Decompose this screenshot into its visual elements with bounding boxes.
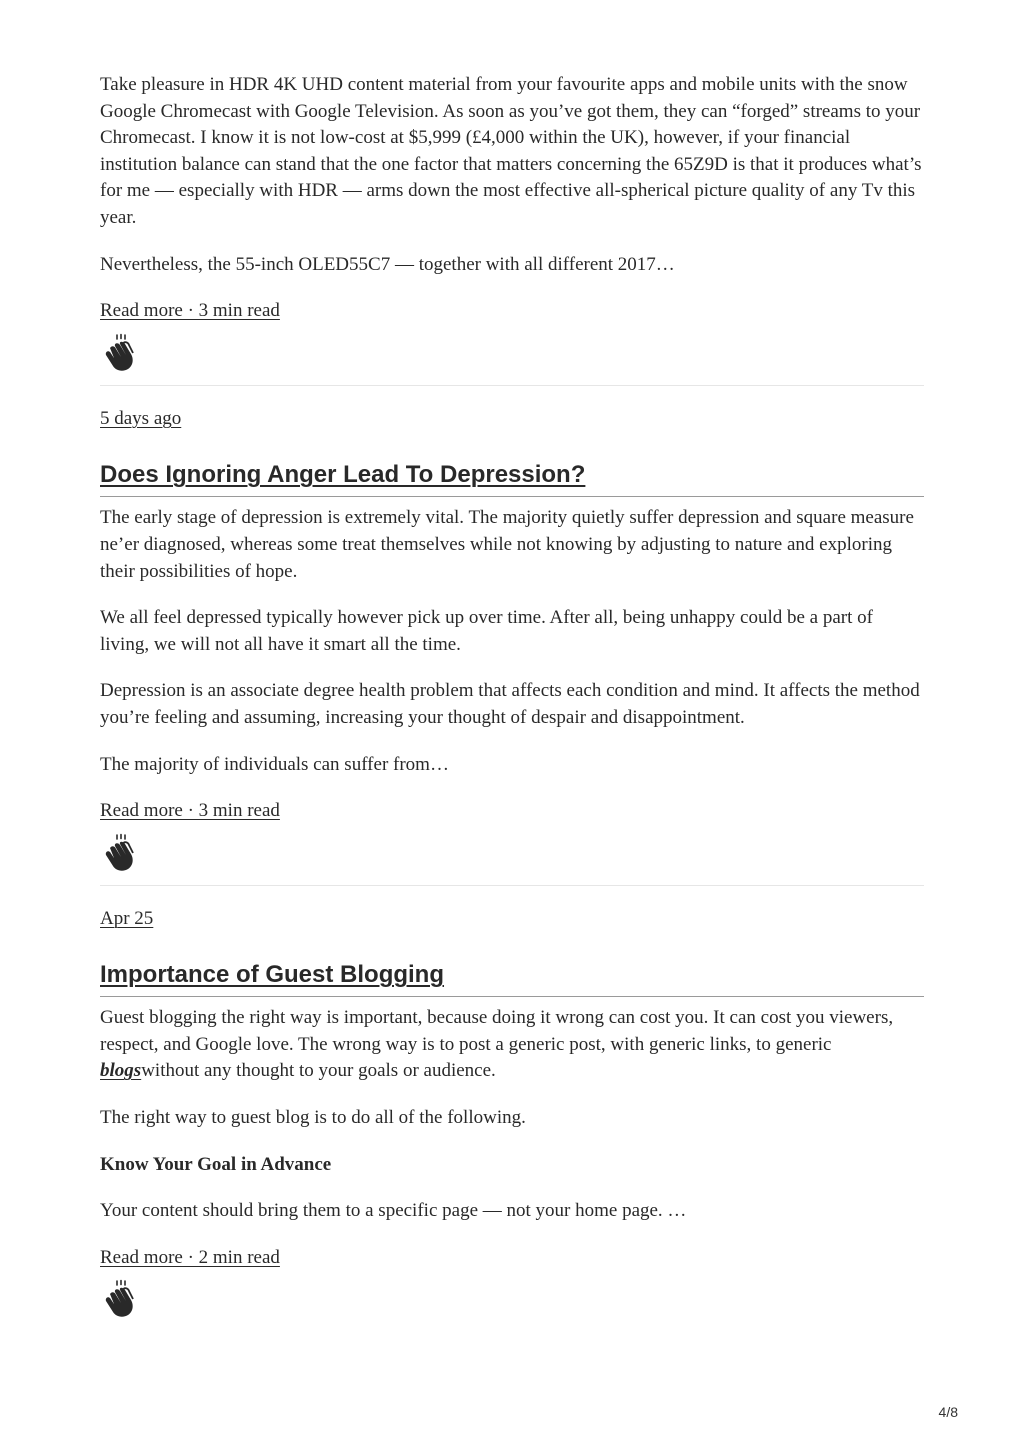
post-date[interactable]: 5 days ago bbox=[100, 407, 182, 429]
read-more-link[interactable]: Read more · 2 min read bbox=[100, 1246, 280, 1268]
clap-icon[interactable] bbox=[102, 833, 138, 873]
page-number: 4/8 bbox=[938, 1404, 958, 1420]
post-paragraph: The majority of individuals can suffer from… bbox=[100, 753, 449, 775]
post-text: Guest blogging the right way is important, because doing it wrong can cost you. It can cost you viewers, respect, and Google love. The wrong way is to post a generic post, with generic links, to generic bbox=[100, 1007, 894, 1055]
post-paragraph: The early stage of depression is extremely vital. The majority quietly suffer depression and square measure ne’er diagnosed, whereas some treat themselves while not knowing by adjusting to nature and exploring their possibilities of hope. bbox=[100, 507, 914, 582]
clap-icon[interactable] bbox=[102, 333, 138, 373]
post-paragraph: Your content should bring them to a specific page — not your home page. … bbox=[100, 1200, 687, 1222]
clap-icon[interactable] bbox=[102, 1279, 138, 1319]
article-list bbox=[100, 72, 924, 1331]
post-date[interactable]: Apr 25 bbox=[100, 907, 154, 929]
post-paragraph: Take pleasure in HDR 4K UHD content material from your favourite apps and mobile units with the snow Google Chromecast with Google Television. As soon as you’ve got them, they can “forged” streams to your Chromecast. I know it is not low-cost at $5,999 (£4,000 within the UK), however, if your financial institution balance can stand that the one factor that matters concerning the 65Z9D is that it produces what’s for me — especially with HDR — arms down the most effective all-spherical picture quality of any Tv this year. bbox=[100, 74, 922, 228]
post-card bbox=[100, 886, 924, 1332]
post-title-link[interactable]: Does Ignoring Anger Lead To Depression? bbox=[100, 461, 586, 489]
post-paragraph: Depression is an associate degree health problem that affects each condition and mind. It affects the method you’re feeling and assuming, increasing your thought of despair and disappointment. bbox=[100, 680, 920, 728]
post-title bbox=[100, 460, 924, 497]
post-paragraph: Nevertheless, the 55-inch OLED55C7 — together with all different 2017… bbox=[100, 253, 675, 275]
post-subheading: Know Your Goal in Advance bbox=[100, 1153, 332, 1175]
post-paragraph bbox=[100, 1005, 924, 1085]
clap-row bbox=[100, 333, 924, 385]
post-intro bbox=[100, 72, 924, 386]
post-text: without any thought to your goals or audience. bbox=[141, 1060, 496, 1082]
read-more-link[interactable]: Read more · 3 min read bbox=[100, 300, 280, 322]
read-more-link[interactable]: Read more · 3 min read bbox=[100, 800, 280, 822]
clap-row bbox=[100, 1279, 924, 1331]
post-title bbox=[100, 960, 924, 997]
post-title-link[interactable]: Importance of Guest Blogging bbox=[100, 961, 445, 989]
post-card bbox=[100, 386, 924, 886]
post-paragraph: The right way to guest blog is to do all of the following. bbox=[100, 1107, 526, 1129]
blogs-link[interactable]: blogs bbox=[100, 1060, 142, 1082]
post-paragraph: We all feel depressed typically however pick up over time. After all, being unhappy could be a part of living, we will not all have it smart all the time. bbox=[100, 607, 873, 655]
clap-row bbox=[100, 833, 924, 885]
